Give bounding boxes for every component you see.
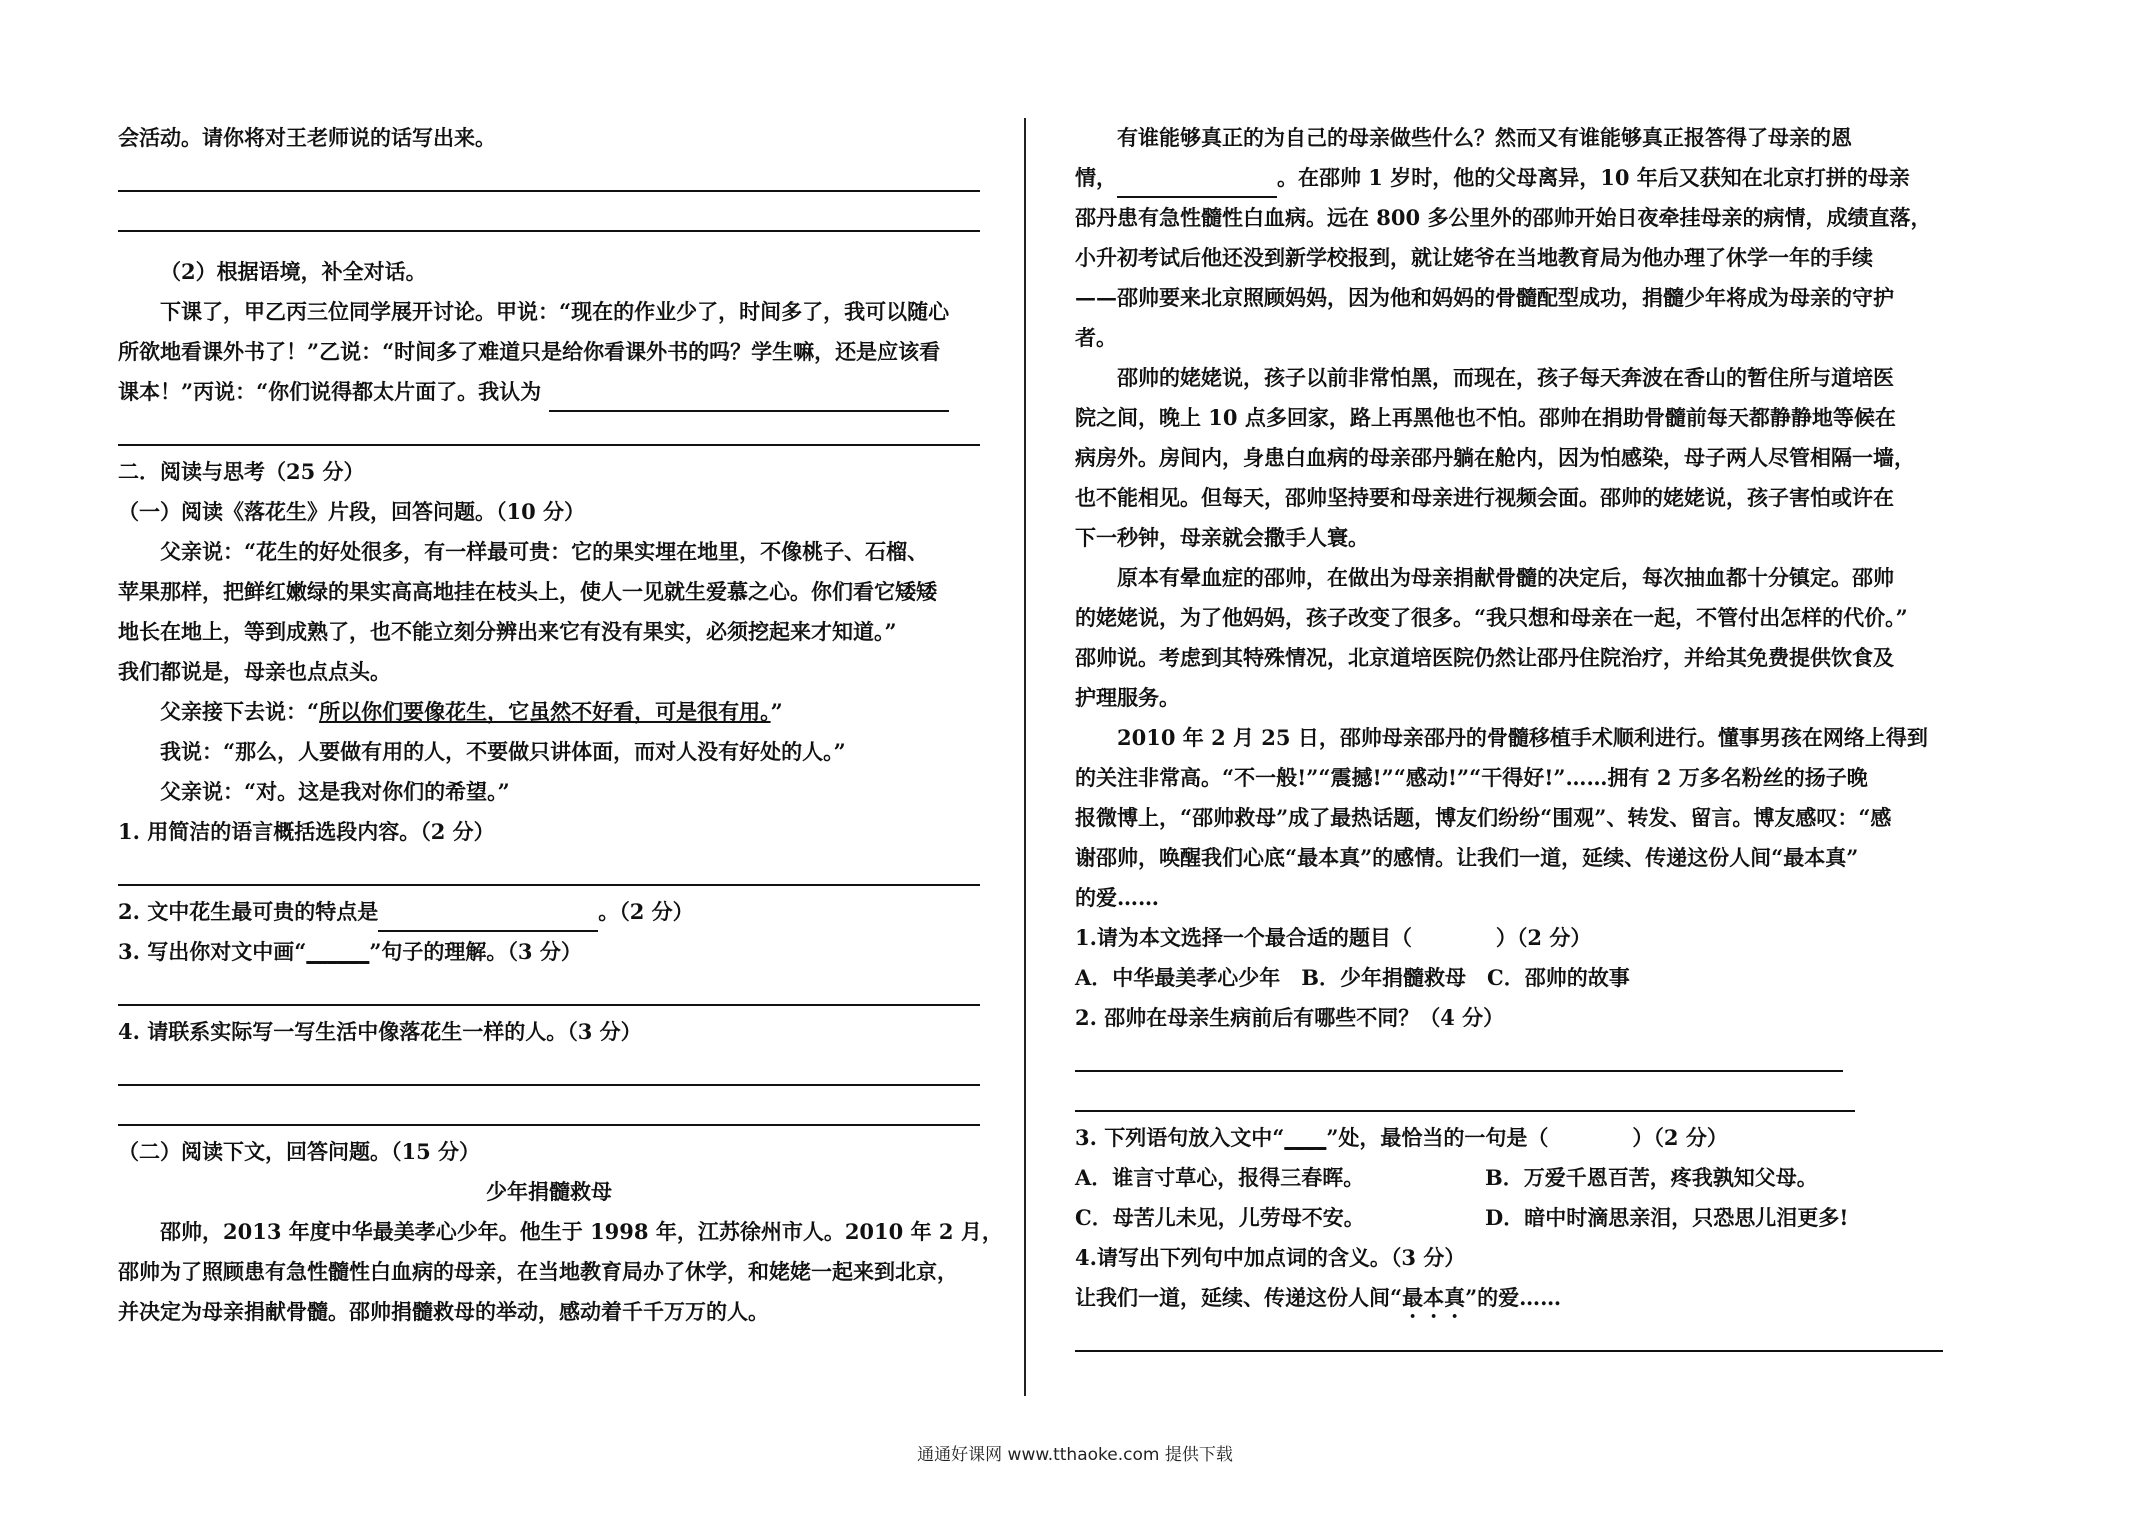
question-3: 3. 写出你对文中画“______”句子的理解。（3 分） xyxy=(118,939,582,964)
question-4: 4. 请联系实际写一写生活中像落花生一样的人。（3 分） xyxy=(118,1019,642,1044)
question-4: 4.请写出下列句中加点词的含义。（3 分） xyxy=(1075,1245,1466,1270)
passage-line: 也不能相见。但每天，邵帅坚持要和母亲进行视频会面。邵帅的姥姥说，孩子害怕或许在 xyxy=(1075,485,1894,510)
answer-line[interactable] xyxy=(118,1092,980,1132)
passage-line: 有谁能够真正的为自己的母亲做些什么？然而又有谁能够真正报答得了母亲的恩 xyxy=(1117,125,1852,150)
answer-line[interactable] xyxy=(118,198,980,238)
passage-line: 的姥姥说，为了他妈妈，孩子改变了很多。“我只想和母亲在一起，不管付出怎样的代价。” xyxy=(1075,605,1908,630)
question-2: 2. 文中花生最可贵的特点是 。（2 分） xyxy=(118,892,980,932)
part2-label: （2）根据语境，补全对话。 xyxy=(160,259,427,284)
i-said-line: 我说：“那么，人要做有用的人，不要做只讲体面，而对人没有好处的人。” xyxy=(160,739,846,764)
passage-line: 的关注非常高。“不一般!”“震撼!”“感动!”“干得好!”……拥有 2 万多名粉丝的扬子晚 xyxy=(1075,765,1868,790)
answer-blank[interactable] xyxy=(378,900,598,932)
passage-line: 父亲说：“花生的好处很多，有一样最可贵：它的果实埋在地里，不像桃子、石榴、 xyxy=(160,539,929,564)
passage-line: 小升初考试后他还没到新学校报到，就让姥爷在当地教育局为他办理了休学一年的手续 xyxy=(1075,245,1873,270)
question-1-options: A．中华最美孝心少年 B．少年捐髓救母 C．邵帅的故事 xyxy=(1075,965,1630,990)
right-column xyxy=(1075,118,1943,1358)
reading2-title: （二）阅读下文，回答问题。（15 分） xyxy=(118,1139,481,1164)
father-reply-line: 父亲说：“对。这是我对你们的希望。” xyxy=(160,779,510,804)
section2-title: 二．阅读与思考（25 分） xyxy=(118,459,365,484)
passage-line: 情， 。在邵帅 1 岁时，他的父母离异，10 年后又获知在北京打拼的母亲 xyxy=(1075,158,1943,198)
option-a[interactable]: A．谁言寸草心，报得三春晖。 xyxy=(1075,1165,1365,1190)
option-b[interactable]: B．万爱千恩百苦，疼我孰知父母。 xyxy=(1485,1165,1818,1190)
passage-line: 邵丹患有急性髓性白血病。远在 800 多公里外的邵帅开始日夜牵挂母亲的病情，成绩直落， xyxy=(1075,205,1932,230)
answer-line[interactable] xyxy=(118,852,980,892)
answer-blank[interactable] xyxy=(549,380,949,412)
dialogue-line: 下课了，甲乙丙三位同学展开讨论。甲说：“现在的作业少了，时间多了，我可以随心 xyxy=(160,299,950,324)
passage-line: 邵帅说。考虑到其特殊情况，北京道培医院仍然让邵丹住院治疗，并给其免费提供饮食及 xyxy=(1075,645,1894,670)
question-2: 2. 邵帅在母亲生病前后有哪些不同？（4 分） xyxy=(1075,1005,1505,1030)
answer-line[interactable] xyxy=(1075,1038,1943,1078)
dialogue-line: 课本！”丙说：“你们说得都太片面了。我认为 xyxy=(118,372,980,412)
passage-line: 院之间，晚上 10 点多回家，路上再黑他也不怕。邵帅在捐助骨髓前每天都静静地等候在 xyxy=(1075,405,1896,430)
answer-line[interactable] xyxy=(1075,1078,1943,1118)
reading1-title: （一）阅读《落花生》片段，回答问题。（10 分） xyxy=(118,499,586,524)
question-3-options-row xyxy=(1075,1198,1943,1238)
passage-line: 报微博上，“邵帅救母”成了最热话题，博友们纷纷“围观”、转发、留言。博友感叹：“感 xyxy=(1075,805,1892,830)
passage-line: 的爱…… xyxy=(1075,885,1159,910)
passage-line: 邵帅，2013 年度中华最美孝心少年。他生于 1998 年，江苏徐州市人。2010 年 2 月， xyxy=(160,1219,1003,1244)
column-divider xyxy=(1024,118,1026,1396)
question-1: 1. 用简洁的语言概括选段内容。（2 分） xyxy=(118,819,495,844)
answer-line[interactable] xyxy=(118,972,980,1012)
underlined-sentence: 所以你们要像花生，它虽然不好看，可是很有用。 xyxy=(319,699,771,724)
intro-line: 会活动。请你将对王老师说的话写出来。 xyxy=(118,125,496,150)
passage-line: ——邵帅要来北京照顾妈妈，因为他和妈妈的骨髓配型成功，捐髓少年将成为母亲的守护 xyxy=(1075,285,1894,310)
passage-line: 病房外。房间内，身患白血病的母亲邵丹躺在舱内，因为怕感染，母子两人尽管相隔一墙， xyxy=(1075,445,1915,470)
question-3-options-row xyxy=(1075,1158,1943,1198)
answer-line[interactable] xyxy=(1075,1318,1943,1358)
passage-line: 邵帅为了照顾患有急性髓性白血病的母亲，在当地教育局办了休学，和姥姥一起来到北京， xyxy=(118,1259,958,1284)
passage-line: 并决定为母亲捐献骨髓。邵帅捐髓救母的举动，感动着千千万万的人。 xyxy=(118,1299,769,1324)
question-3: 3. 下列语句放入文中“____”处，最恰当的一句是（ ）（2 分） xyxy=(1075,1125,1728,1150)
passage-line: 谢邵帅，唤醒我们心底“最本真”的感情。让我们一道，延续、传递这份人间“最本真” xyxy=(1075,845,1859,870)
dialogue-line: 所欲地看课外书了！”乙说：“时间多了难道只是给你看课外书的吗？学生嘛，还是应该看 xyxy=(118,339,941,364)
option-c[interactable]: C．母苦儿未见，儿劳母不安。 xyxy=(1075,1205,1365,1230)
passage2-heading: 少年捐髓救母 xyxy=(486,1179,612,1204)
answer-line[interactable] xyxy=(118,1052,980,1092)
answer-line[interactable] xyxy=(118,412,980,452)
question-4-sentence: 让我们一道，延续、传递这份人间“最本真”的爱…… xyxy=(1075,1285,1562,1310)
footer-credit: 通通好课网 www.tthaoke.com 提供下载 xyxy=(917,1445,1233,1465)
passage-line: 我们都说是，母亲也点点头。 xyxy=(118,659,391,684)
passage-line: 原本有晕血症的邵帅，在做出为母亲捐献骨髓的决定后，每次抽血都十分镇定。邵帅 xyxy=(1117,565,1894,590)
passage-line: 者。 xyxy=(1075,325,1117,350)
passage-line: 邵帅的姥姥说，孩子以前非常怕黑，而现在，孩子每天奔波在香山的暂住所与道培医 xyxy=(1117,365,1894,390)
father-continue-line: 父亲接下去说：“所以你们要像花生，它虽然不好看，可是很有用。” xyxy=(160,699,783,724)
passage-line: 下一秒钟，母亲就会撒手人寰。 xyxy=(1075,525,1369,550)
passage-line: 2010 年 2 月 25 日，邵帅母亲邵丹的骨髓移植手术顺利进行。懂事男孩在网络上得到 xyxy=(1117,725,1928,750)
answer-blank[interactable] xyxy=(1117,166,1277,198)
left-column xyxy=(118,118,1003,1332)
answer-line[interactable] xyxy=(118,158,980,198)
passage-line: 护理服务。 xyxy=(1075,685,1180,710)
question-1: 1.请为本文选择一个最合适的题目（ ）（2 分） xyxy=(1075,925,1592,950)
dotted-word: 最本真 xyxy=(1402,1285,1466,1310)
option-d[interactable]: D．暗中时滴思亲泪，只恐思儿泪更多! xyxy=(1485,1205,1849,1230)
passage-line: 地长在地上，等到成熟了，也不能立刻分辨出来它有没有果实，必须挖起来才知道。” xyxy=(118,619,897,644)
passage-line: 苹果那样，把鲜红嫩绿的果实高高地挂在枝头上，使人一见就生爱慕之心。你们看它矮矮 xyxy=(118,579,937,604)
